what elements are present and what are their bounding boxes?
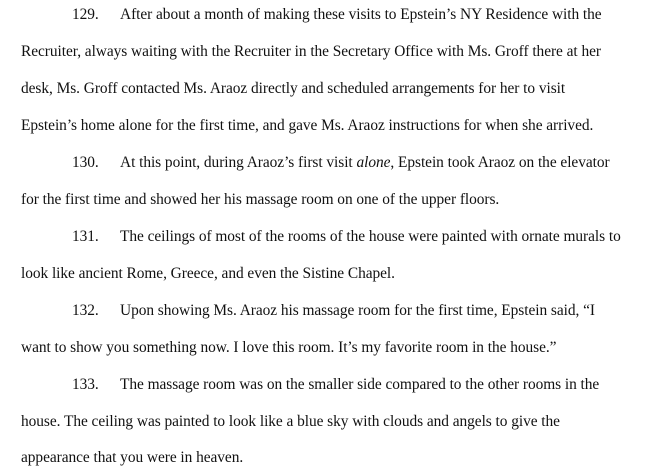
paragraph-text: After about a month of making these visits to Epstein’s NY Residence with the xyxy=(120,6,602,23)
paragraph-131-line-2: look like ancient Rome, Greece, and even the Sistine Chapel. xyxy=(21,265,395,282)
paragraph-text: , Epstein took Araoz on the elevator xyxy=(390,154,610,171)
paragraph-text: Upon showing Ms. Araoz his massage room for the first time, Epstein said, “I xyxy=(120,302,595,319)
italic-emphasis: alone xyxy=(356,154,391,171)
paragraph-number: 131. xyxy=(72,228,99,245)
paragraph-number: 130. xyxy=(72,154,99,171)
paragraph-text: At this point, during Araoz’s first visit xyxy=(120,154,357,171)
paragraph-129-line-1 xyxy=(72,5,602,25)
paragraph-130-line-2: for the first time and showed her his massage room on one of the upper floors. xyxy=(21,191,500,208)
paragraph-130-line-1 xyxy=(72,153,610,173)
paragraph-133-line-3: appearance that you were in heaven. xyxy=(21,449,244,466)
paragraph-132-line-2: want to show you something now. I love this room. It’s my favorite room in the house.” xyxy=(21,339,557,356)
paragraph-133-line-1 xyxy=(72,375,599,395)
paragraph-text: The ceilings of most of the rooms of the house were painted with ornate murals to xyxy=(120,228,621,245)
paragraph-number: 133. xyxy=(72,376,99,393)
paragraph-129-line-4: Epstein’s home alone for the first time, and gave Ms. Araoz instructions for when she arrived. xyxy=(21,117,594,134)
paragraph-131-line-1 xyxy=(72,227,621,247)
paragraph-133-line-2: house. The ceiling was painted to look like a blue sky with clouds and angels to give the xyxy=(21,413,560,430)
paragraph-129-line-3: desk, Ms. Groff contacted Ms. Araoz directly and scheduled arrangements for her to visit xyxy=(21,80,566,97)
paragraph-number: 129. xyxy=(72,6,99,23)
paragraph-129-line-2: Recruiter, always waiting with the Recruiter in the Secretary Office with Ms. Groff there at her xyxy=(21,43,601,60)
paragraph-132-line-1 xyxy=(72,301,595,321)
paragraph-text: The massage room was on the smaller side compared to the other rooms in the xyxy=(120,376,600,393)
paragraph-number: 132. xyxy=(72,302,99,319)
